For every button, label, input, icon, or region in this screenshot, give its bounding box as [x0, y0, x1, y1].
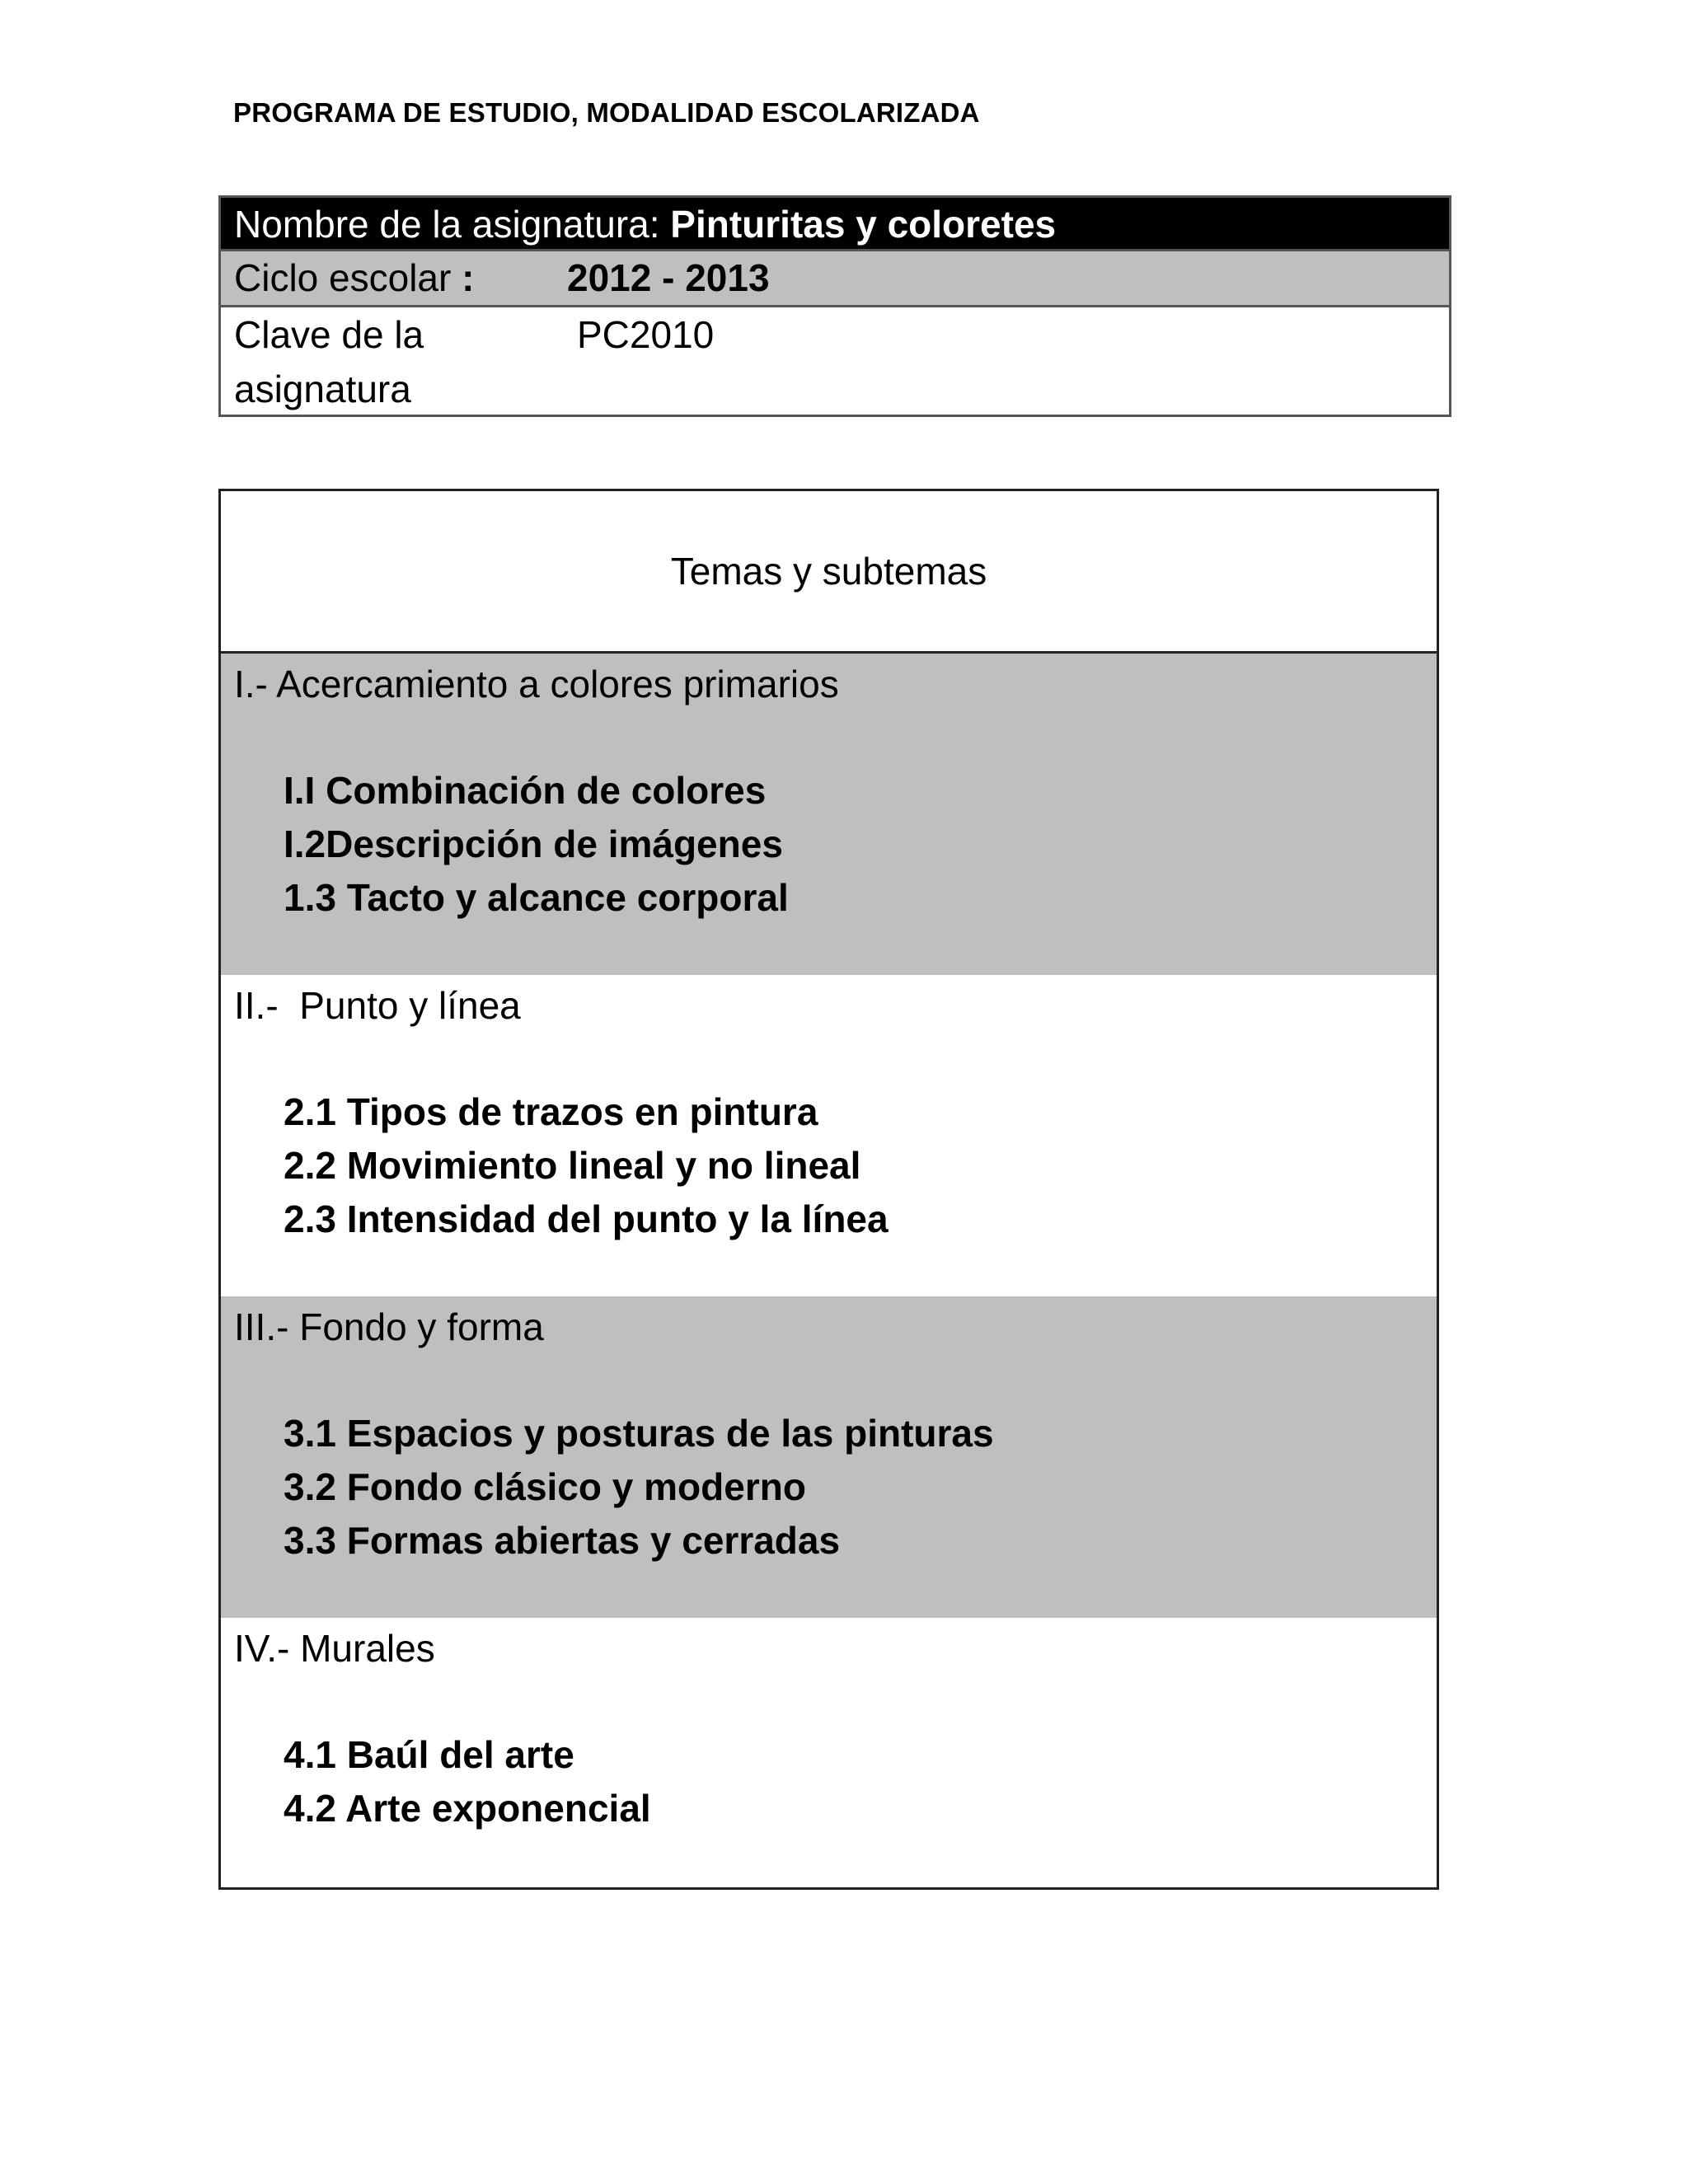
school-cycle-label-text: Ciclo escolar [234, 256, 462, 299]
topic-block-4 [221, 1618, 1437, 1887]
subtopic: 4.1 Baúl del arte [284, 1733, 574, 1776]
topic-title: I.- Acercamiento a colores primarios [234, 663, 839, 705]
subject-key-value: PC2010 [577, 313, 715, 356]
subtopic: 3.2 Fondo clásico y moderno [284, 1465, 806, 1508]
subject-name-label: Nombre de la asignatura: [234, 203, 671, 246]
subtopic: 3.3 Formas abiertas y cerradas [284, 1519, 841, 1562]
subtopic: 2.1 Tipos de trazos en pintura [284, 1090, 818, 1133]
page-header: PROGRAMA DE ESTUDIO, MODALIDAD ESCOLARIZADA [233, 97, 980, 128]
subtopic: 4.2 Arte exponencial [284, 1787, 651, 1830]
subtopic: 2.2 Movimiento lineal y no lineal [284, 1144, 861, 1187]
school-cycle-colon: : [462, 256, 475, 299]
topic-block-2 [221, 975, 1437, 1296]
topic-block-3 [221, 1296, 1437, 1618]
school-cycle-row [221, 251, 1449, 307]
subject-name-value: Pinturitas y coloretes [670, 203, 1057, 246]
topics-table [218, 489, 1439, 1890]
topic-title: III.- Fondo y forma [234, 1305, 544, 1348]
subject-key-row [221, 307, 1449, 415]
subtopic: 3.1 Espacios y posturas de las pinturas [284, 1412, 994, 1455]
subtopic: 1.3 Tacto y alcance corporal [284, 876, 789, 919]
subject-name-row [221, 198, 1449, 251]
school-cycle-value: 2012 - 2013 [567, 256, 770, 299]
topic-title: IV.- Murales [234, 1627, 435, 1670]
school-cycle-label [234, 251, 567, 305]
topic-title: II.- Punto y línea [234, 984, 521, 1027]
topic-block-1 [221, 654, 1437, 975]
topics-heading: Temas y subtemas [221, 491, 1437, 654]
subtopic: I.I Combinación de colores [284, 769, 767, 812]
subtopic: 2.3 Intensidad del punto y la línea [284, 1197, 889, 1240]
subtopic: I.2Descripción de imágenes [284, 823, 783, 865]
subject-info-table [218, 195, 1451, 417]
subject-key-label [234, 307, 577, 415]
subject-key-label-line1: Clave de la [234, 313, 424, 356]
subject-key-label-line2: asignatura [234, 368, 411, 410]
